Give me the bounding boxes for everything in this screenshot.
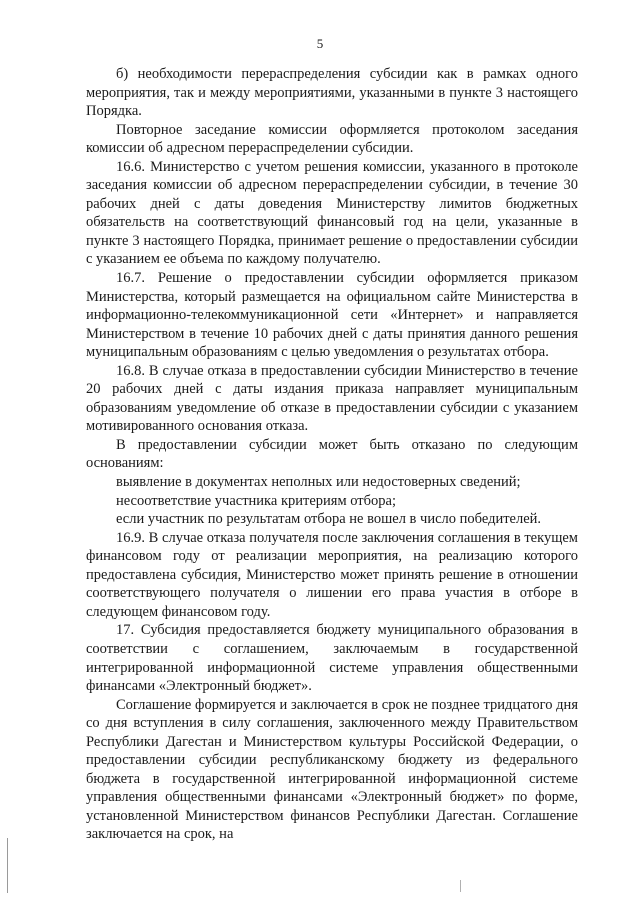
paragraph-agreement-formation: Соглашение формируется и заключается в срок не позднее тридцатого дня со дня вступления в силу соглашения, заключенного между Правительством Республики Дагестан и Министерством культуры Российской Федерации, о предоставлении субсидии республиканскому бюджету из федерального бюджета в государственной интегрированной информационной системе управления общественными финансами «Электронный бюджет» по форме, установленной Министерством финансов Республики Дагестан. Соглашение заключается на срок, на bbox=[86, 696, 578, 843]
paragraph-16-9: 16.9. В случае отказа получателя после заключения соглашения в текущем финансовом году от реализации мероприятия, на реализацию которого предоставлена субсидия, Министерство может принять решение в отношении соответствующего получателя о лишении его права участия в отборе в следующем финансовом году. bbox=[86, 529, 578, 620]
scan-edge-mark bbox=[460, 880, 461, 892]
paragraph-16-8: 16.8. В случае отказа в предоставлении субсидии Министерство в течение 20 рабочих дней с даты издания приказа направляет муниципальным образованиям уведомление об отказе в предоставлении субсидии с указанием мотивированного основания отказа. bbox=[86, 362, 578, 435]
page-number: 5 bbox=[316, 36, 324, 51]
paragraph-16-6: 16.6. Министерство с учетом решения комиссии, указанного в протоколе заседания комиссии об адресном перераспределении субсидии, в течение 30 рабочих дней с даты доведения Министерству лимитов бюджетных обязательств на соответствующий финансовый год на цели, указанные в пункте 3 настоящего Порядка, принимает решение о предоставлении субсидии с указанием ее объема по каждому получателю. bbox=[86, 158, 578, 268]
paragraph-ground-criteria: несоответствие участника критериям отбора; bbox=[116, 492, 396, 509]
paragraph-16-7: 16.7. Решение о предоставлении субсидии оформляется приказом Министерства, который размещается на официальном сайте Министерства в информационно-телекоммуникационной сети «Интернет» и направляется Министерством в течение 10 рабочих дней с даты принятия данного решения муниципальным образованиям с целью уведомления о результатах отбора. bbox=[86, 270, 578, 361]
document-body bbox=[86, 65, 578, 844]
scan-edge-mark bbox=[7, 838, 8, 893]
paragraph-17: 17. Субсидия предоставляется бюджету муниципального образования в соответствии с соглашением, заключаемым в государственной интегрированной информационной системе управления общественными финансами «Электронный бюджет». bbox=[86, 622, 578, 695]
paragraph-ground-not-winner: если участник по результатам отбора не вошел в число победителей. bbox=[116, 511, 542, 528]
paragraph-redistribution-need: б) необходимости перераспределения субсидии как в рамках одного мероприятия, так и между мероприятиями, указанными в пункте 3 настоящего Порядка. bbox=[86, 66, 578, 120]
paragraph-repeat-meeting: Повторное заседание комиссии оформляется протоколом заседания комиссии об адресном перераспределении субсидии. bbox=[86, 121, 578, 157]
paragraph-ground-incomplete-docs: выявление в документах неполных или недостоверных сведений; bbox=[116, 474, 521, 491]
paragraph-refusal-grounds: В предоставлении субсидии может быть отказано по следующим основаниям: bbox=[86, 436, 578, 472]
